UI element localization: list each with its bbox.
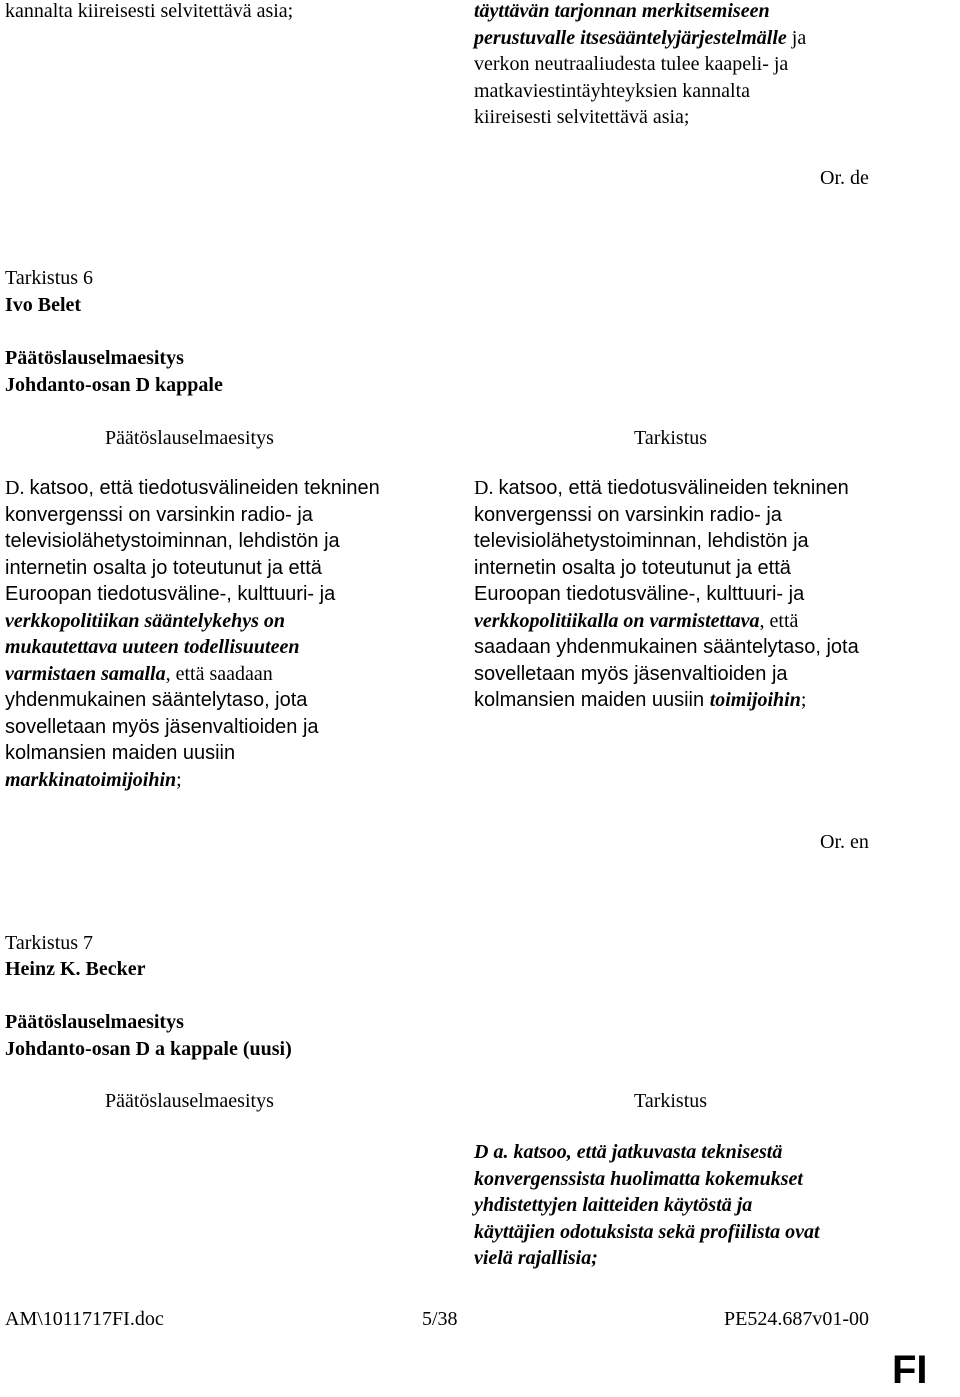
text-run: toimijoihin xyxy=(709,689,801,711)
text-line xyxy=(474,51,914,78)
amendment-7-part: Johdanto-osan D a kappale (uusi) xyxy=(5,1038,292,1060)
text-run: televisiolähetystoiminnan, lehdistön ja xyxy=(5,530,340,552)
text-run: D a. katsoo, että jatkuvasta teknisestä xyxy=(474,1141,783,1163)
text-run: Euroopan tiedotusväline-, kulttuuri- ja xyxy=(5,583,336,605)
text-line xyxy=(474,1219,914,1246)
amendment-6-part: Johdanto-osan D kappale xyxy=(5,374,223,396)
origin-language-de: Or. de xyxy=(820,167,869,189)
text-line xyxy=(5,767,445,794)
text-run: , että xyxy=(759,609,799,632)
text-line xyxy=(474,555,914,582)
text-line xyxy=(474,634,914,661)
text-run: katsoo, että tiedotusvälineiden tekninen xyxy=(498,477,849,499)
amendment-6-right-column-heading: Tarkistus xyxy=(634,427,708,449)
text-run: käyttäjien odotuksista sekä profiilista ovat xyxy=(474,1220,820,1243)
text-run: ; xyxy=(176,768,182,791)
amendment-7-amended-text xyxy=(474,1139,914,1272)
text-line xyxy=(474,581,914,608)
text-run: D. xyxy=(5,477,30,499)
text-line xyxy=(474,1139,914,1166)
amendment-6-original-text xyxy=(5,475,445,793)
text-line xyxy=(5,687,445,714)
text-run: katsoo, että tiedotusvälineiden tekninen xyxy=(29,477,380,499)
amendment-7-document: Päätöslauselmaesitys xyxy=(5,1011,184,1033)
text-line xyxy=(474,104,914,131)
text-run: vielä rajallisia; xyxy=(474,1247,598,1269)
text-run: mukautettava uuteen todellisuuteen xyxy=(5,636,300,658)
text-run: konvergenssista huolimatta kokemukset xyxy=(474,1167,803,1190)
text-line xyxy=(474,475,914,502)
text-line xyxy=(5,634,445,661)
text-run: sovelletaan myös jäsenvaltioiden ja xyxy=(474,662,788,685)
text-run: kolmansien maiden uusiin xyxy=(5,742,236,764)
text-run: televisiolähetystoiminnan, lehdistön ja xyxy=(474,530,809,552)
text-line xyxy=(474,661,914,688)
text-run: , että saadaan xyxy=(165,662,273,685)
text-run: markkinatoimijoihin xyxy=(5,768,177,791)
text-line xyxy=(5,555,445,582)
text-line xyxy=(5,502,445,529)
amendment-6-author: Ivo Belet xyxy=(5,294,82,316)
text-run: verkkopolitiikan sääntelykehys on xyxy=(5,609,285,632)
footer-page-number: 5/38 xyxy=(422,1308,458,1330)
text-run: Euroopan tiedotusväline-, kulttuuri- ja xyxy=(474,583,805,605)
text-run: perustuvalle itsesääntelyjärjestelmälle xyxy=(474,26,787,49)
text-line xyxy=(5,714,445,741)
text-line xyxy=(474,1166,914,1193)
text-run: verkkopolitiikalla on varmistettava xyxy=(474,609,760,632)
text-line xyxy=(5,475,445,502)
text-run: täyttävän tarjonnan merkitsemiseen xyxy=(474,0,770,22)
text-line xyxy=(474,502,914,529)
text-run: verkon neutraaliudesta tulee kaapeli- ja xyxy=(474,53,789,75)
text-line xyxy=(474,25,914,52)
text-line xyxy=(5,581,445,608)
text-run: internetin osalta jo toteutunut ja että xyxy=(474,556,791,579)
footer-document-reference: PE524.687v01-00 xyxy=(724,1308,869,1330)
text-run: D. xyxy=(474,477,499,499)
text-run: varmistaen samalla xyxy=(5,662,166,685)
text-run: yhdistettyjen laitteiden käytöstä ja xyxy=(474,1194,753,1216)
text-run: konvergenssi on varsinkin radio- ja xyxy=(474,503,782,526)
text-run: ja xyxy=(786,26,807,49)
text-line xyxy=(5,608,445,635)
amendment-7-right-column-heading: Tarkistus xyxy=(634,1090,708,1112)
text-run: sovelletaan myös jäsenvaltioiden ja xyxy=(5,715,319,738)
amendment-6-number: Tarkistus 6 xyxy=(5,267,94,289)
footer-language-code: FI xyxy=(892,1348,928,1392)
text-run: kiireisesti selvitettävä asia; xyxy=(474,106,690,128)
text-line xyxy=(474,528,914,555)
text-line xyxy=(474,1192,914,1219)
footer-file-name: AM\1011717FI.doc xyxy=(5,1308,164,1330)
right-carryover-paragraph xyxy=(474,0,914,131)
text-line xyxy=(474,608,914,635)
amendment-7-number: Tarkistus 7 xyxy=(5,932,94,954)
text-line xyxy=(474,78,914,105)
amendment-6-document: Päätöslauselmaesitys xyxy=(5,347,184,369)
amendment-6-amended-text xyxy=(474,475,914,714)
left-carryover-text: kannalta kiireisesti selvitettävä asia; xyxy=(5,0,294,22)
text-line xyxy=(5,528,445,555)
text-run: internetin osalta jo toteutunut ja että xyxy=(5,556,322,579)
text-line xyxy=(474,0,914,25)
text-line xyxy=(474,687,914,714)
text-line xyxy=(5,740,445,767)
text-run: yhdenmukainen sääntelytaso, jota xyxy=(5,689,308,711)
text-run: matkaviestintäyhteyksien kannalta xyxy=(474,79,751,102)
amendment-7-author: Heinz K. Becker xyxy=(5,958,146,980)
amendment-7-left-column-heading: Päätöslauselmaesitys xyxy=(105,1090,274,1112)
amendment-6-left-column-heading: Päätöslauselmaesitys xyxy=(105,427,274,449)
text-run: ; xyxy=(800,689,807,711)
text-run: konvergenssi on varsinkin radio- ja xyxy=(5,503,313,526)
text-run: saadaan yhdenmukainen sääntelytaso, jota xyxy=(474,636,859,658)
text-line xyxy=(474,1245,914,1272)
origin-language-en: Or. en xyxy=(820,831,869,853)
text-run: kolmansien maiden uusiin xyxy=(474,689,710,711)
text-line xyxy=(5,661,445,688)
